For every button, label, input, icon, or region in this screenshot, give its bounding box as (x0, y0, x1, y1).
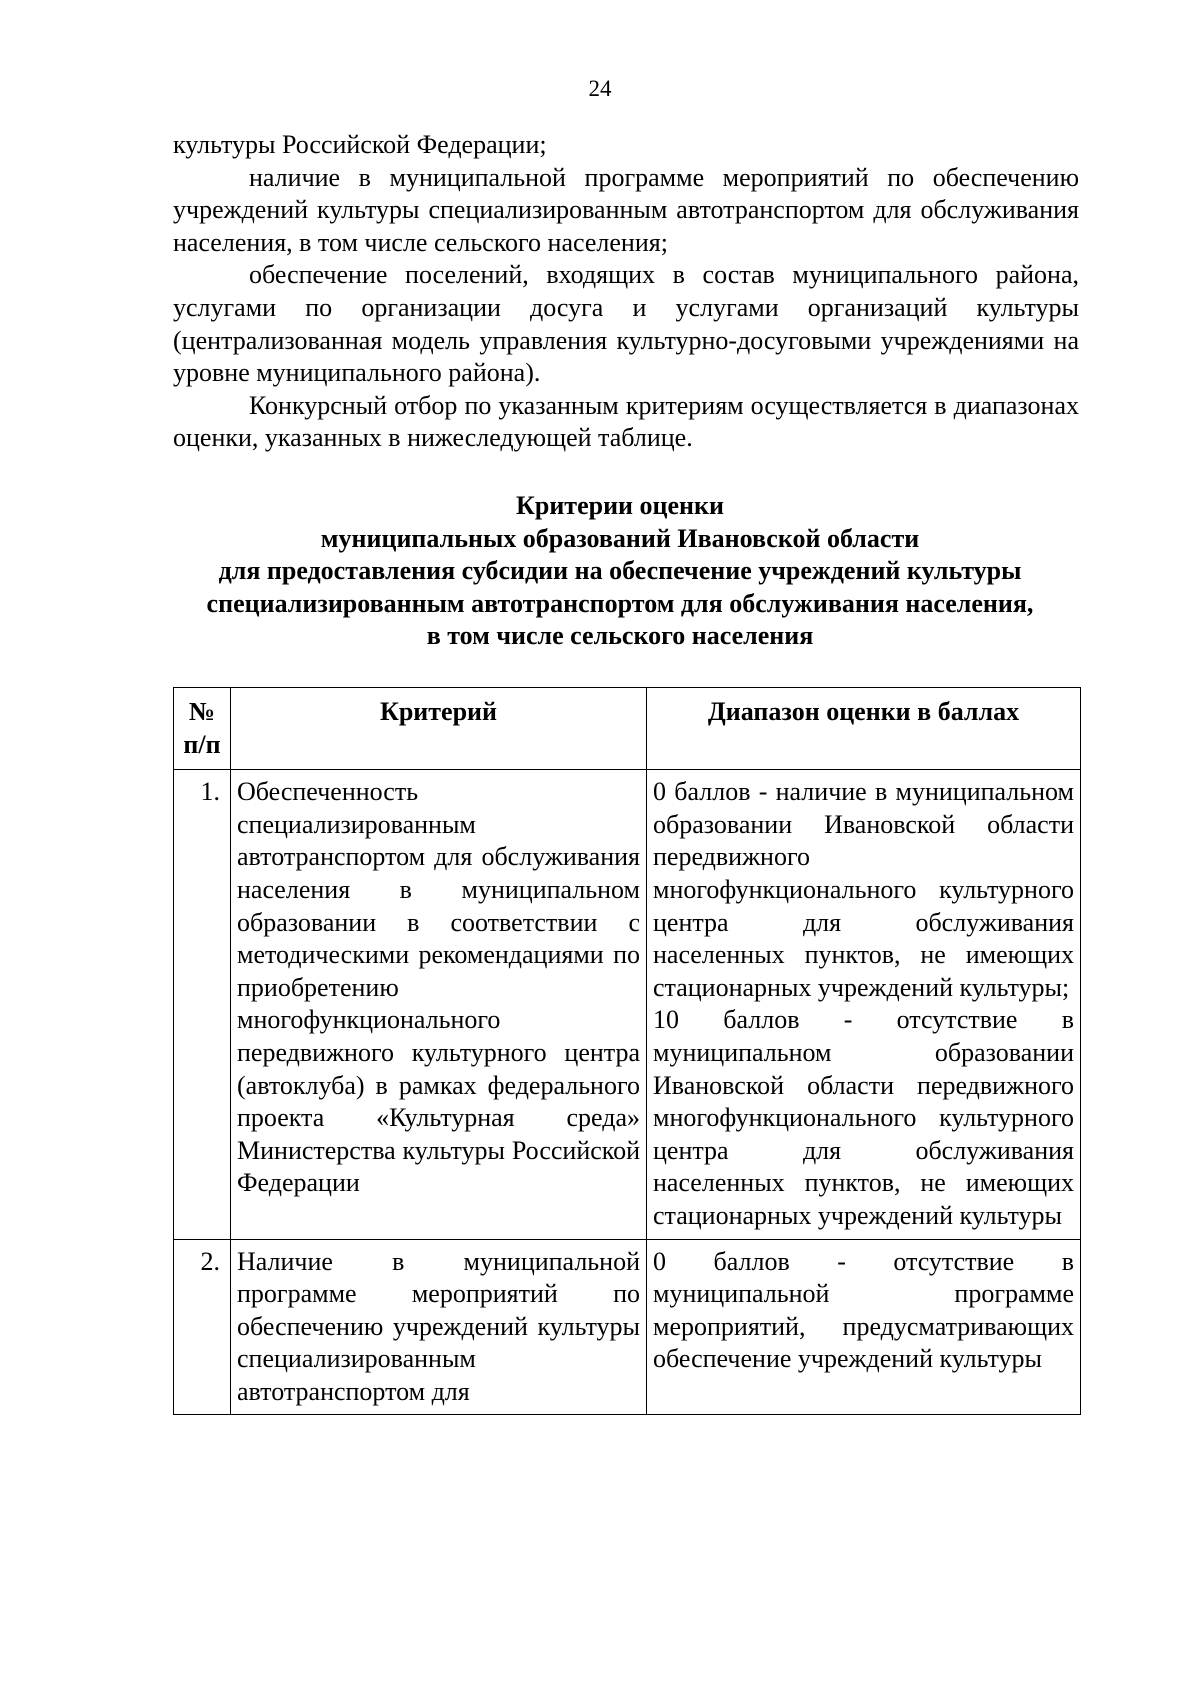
heading-line-1: Критерии оценки (516, 491, 724, 520)
criteria-table (173, 687, 1081, 1415)
paragraph-2: наличие в муниципальной программе мероприятий по обеспечению учреждений культуры специализированным автотранспортом для обслуживания населения, в том числе сельского населения; (173, 162, 1079, 257)
row-range (647, 1239, 1081, 1415)
range-option: 0 баллов - отсутствие в муниципальной программе мероприятий, предусматривающих обеспечение учреждений культуры (653, 1246, 1074, 1374)
row-num: 1. (174, 770, 231, 1239)
row-range (647, 770, 1081, 1239)
table-heading (120, 490, 1120, 653)
header-criterion: Критерий (231, 688, 647, 770)
paragraph-4: Конкурсный отбор по указанным критериям осуществляется в диапазонах оценки, указанных в нижеследующей таблице. (173, 390, 1079, 453)
paragraph-1: культуры Российской Федерации; (173, 130, 547, 159)
table-row (174, 1239, 1081, 1415)
heading-line-2: муниципальных образований Ивановской области (320, 523, 920, 553)
body-text (173, 129, 1079, 455)
header-num: № п/п (174, 688, 231, 770)
heading-line-5: в том числе сельского населения (426, 621, 814, 651)
paragraph-3: обеспечение поселений, входящих в состав муниципального района, услугами по организации досуга и услугами организаций культуры (централизованная модель управления культурно-досуговыми учреждениями на уровне муниципального района). (173, 260, 1079, 388)
row-criterion: Обеспеченность специализированным автотранспортом для обслуживания населения в муниципальном образовании в соответствии с методическими рекомендациями по приобретению многофункционального передвижного культурного центра (автоклуба) в рамках федерального проекта «Культурная среда» Министерства культуры Российской Федерации (231, 770, 647, 1239)
table-header-row (174, 688, 1081, 770)
row-criterion: Наличие в муниципальной программе мероприятий по обеспечению учреждений культуры специализированным автотранспортом для (231, 1239, 647, 1415)
range-option: 0 баллов - наличие в муниципальном образовании Ивановской области передвижного многофункционального культурного центра для обслуживания населенных пунктов, не имеющих стационарных учреждений культуры; (653, 777, 1074, 1002)
header-range: Диапазон оценки в баллах (647, 688, 1081, 770)
page-number: 24 (588, 76, 612, 101)
row-num: 2. (174, 1239, 231, 1415)
heading-line-3: для предоставления субсидии на обеспечение учреждений культуры (218, 556, 1022, 586)
heading-line-4: специализированным автотранспортом для обслуживания населения, (206, 588, 1034, 618)
range-option: 10 баллов - отсутствие в муниципальном образовании Ивановской области передвижного многофункционального культурного центра для обслуживания населенных пунктов, не имеющих стационарных учреждений культуры (653, 1005, 1074, 1230)
table-row (174, 770, 1081, 1239)
